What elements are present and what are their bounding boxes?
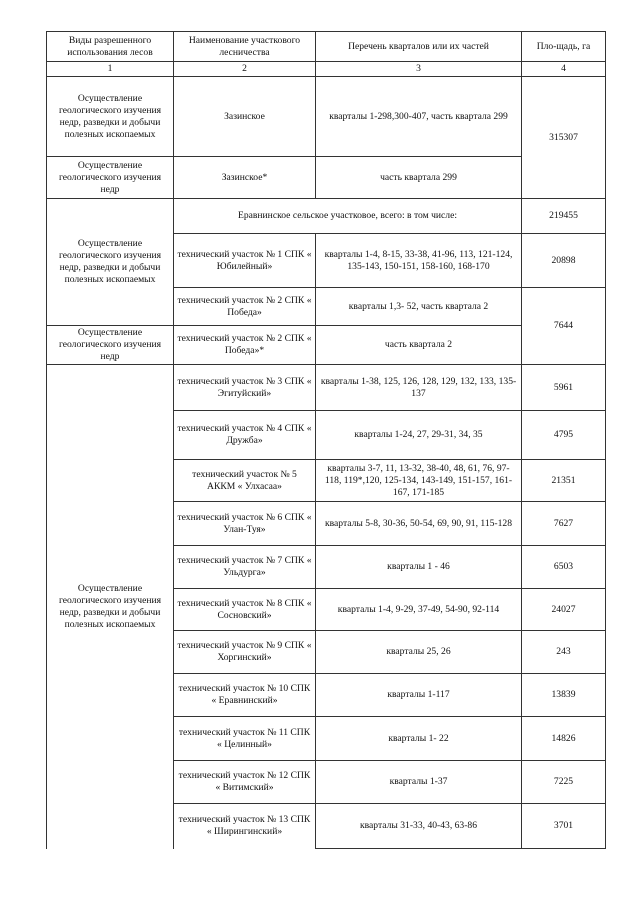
use-type-cell: Осуществление геологического изучения недр, разведки и добычи полезных ископаемых — [47, 77, 174, 157]
quarters-cell: кварталы 1 - 46 — [316, 546, 522, 589]
quarters-cell: кварталы 31-33, 40-43, 63-86 — [316, 804, 522, 849]
header-row — [47, 32, 606, 62]
forestry-name-cell: технический участок № 12 СПК « Витимский» — [174, 761, 316, 804]
column-number: 3 — [316, 62, 522, 77]
quarters-cell: кварталы 5-8, 30-36, 50-54, 69, 90, 91, 115-128 — [316, 502, 522, 546]
use-type-cell: Осуществление геологического изучения недр, разведки и добычи полезных ископаемых — [47, 199, 174, 326]
quarters-cell: кварталы 1-298,300-407, часть квартала 299 — [316, 77, 522, 157]
quarters-cell: кварталы 1,3- 52, часть квартала 2 — [316, 288, 522, 326]
quarters-cell: кварталы 1-38, 125, 126, 128, 129, 132, 133, 135-137 — [316, 365, 522, 411]
forestry-name-cell: технический участок № 7 СПК « Ульдурга» — [174, 546, 316, 589]
header-forestry-name: Наименование участкового лесничества — [174, 32, 316, 62]
forestry-name-cell: технический участок № 9 СПК « Хоргинский» — [174, 631, 316, 674]
header-area: Пло-щадь, га — [522, 32, 606, 62]
header-use-type: Виды разрешенного использования лесов — [47, 32, 174, 62]
table-row — [47, 77, 606, 157]
forestry-name-cell: технический участок № 6 СПК « Улан-Туя» — [174, 502, 316, 546]
quarters-cell: кварталы 25, 26 — [316, 631, 522, 674]
area-cell: 24027 — [522, 589, 606, 631]
table-row — [47, 199, 606, 234]
column-number-row — [47, 62, 606, 77]
area-cell: 315307 — [522, 77, 606, 199]
area-cell: 5961 — [522, 365, 606, 411]
forestry-name-cell: технический участок № 2 СПК « Победа»* — [174, 326, 316, 365]
quarters-cell: кварталы 1-24, 27, 29-31, 34, 35 — [316, 411, 522, 460]
area-cell: 14826 — [522, 717, 606, 761]
area-cell: 21351 — [522, 460, 606, 502]
area-cell: 7627 — [522, 502, 606, 546]
forestry-name-cell: технический участок № 11 СПК « Целинный» — [174, 717, 316, 761]
column-number: 4 — [522, 62, 606, 77]
forest-use-table — [46, 31, 606, 849]
forestry-name-cell: технический участок № 4 СПК « Дружба» — [174, 411, 316, 460]
table-row — [47, 365, 606, 411]
area-cell: 7225 — [522, 761, 606, 804]
forestry-name-cell: технический участок № 5 АККМ « Улхасаа» — [174, 460, 316, 502]
forestry-name-cell: Зазинское* — [174, 157, 316, 199]
area-cell: 6503 — [522, 546, 606, 589]
area-cell: 13839 — [522, 674, 606, 717]
header-quarters: Перечень кварталов или их частей — [316, 32, 522, 62]
quarters-cell: кварталы 1-4, 9-29, 37-49, 54-90, 92-114 — [316, 589, 522, 631]
forestry-name-cell: технический участок № 8 СПК « Сосновский» — [174, 589, 316, 631]
quarters-cell: кварталы 1- 22 — [316, 717, 522, 761]
quarters-cell: кварталы 1-117 — [316, 674, 522, 717]
forestry-name-cell: технический участок № 1 СПК « Юбилейный» — [174, 234, 316, 288]
quarters-cell: кварталы 1-4, 8-15, 33-38, 41-96, 113, 121-124, 135-143, 150-151, 158-160, 168-170 — [316, 234, 522, 288]
total-label-cell: Еравнинское сельское участковое, всего: в том числе: — [174, 199, 522, 234]
column-number: 2 — [174, 62, 316, 77]
use-type-cell: Осуществление геологического изучения недр — [47, 326, 174, 365]
forestry-name-cell: технический участок № 13 СПК « Ширингинский» — [174, 804, 316, 849]
quarters-cell: кварталы 1-37 — [316, 761, 522, 804]
quarters-cell: часть квартала 299 — [316, 157, 522, 199]
area-cell: 20898 — [522, 234, 606, 288]
area-cell: 4795 — [522, 411, 606, 460]
area-cell: 219455 — [522, 199, 606, 234]
use-type-cell: Осуществление геологического изучения недр, разведки и добычи полезных ископаемых — [47, 365, 174, 849]
column-number: 1 — [47, 62, 174, 77]
forestry-name-cell: технический участок № 3 СПК « Эгитуйский» — [174, 365, 316, 411]
area-cell: 3701 — [522, 804, 606, 849]
quarters-cell: часть квартала 2 — [316, 326, 522, 365]
area-cell: 243 — [522, 631, 606, 674]
use-type-cell: Осуществление геологического изучения недр — [47, 157, 174, 199]
area-cell: 7644 — [522, 288, 606, 365]
quarters-cell: кварталы 3-7, 11, 13-32, 38-40, 48, 61, 76, 97- 118, 119*,120, 125-134, 143-149, 151-157, 161-167, 171-185 — [316, 460, 522, 502]
forestry-name-cell: Зазинское — [174, 77, 316, 157]
forestry-name-cell: технический участок № 10 СПК « Еравнинский» — [174, 674, 316, 717]
forestry-name-cell: технический участок № 2 СПК « Победа» — [174, 288, 316, 326]
